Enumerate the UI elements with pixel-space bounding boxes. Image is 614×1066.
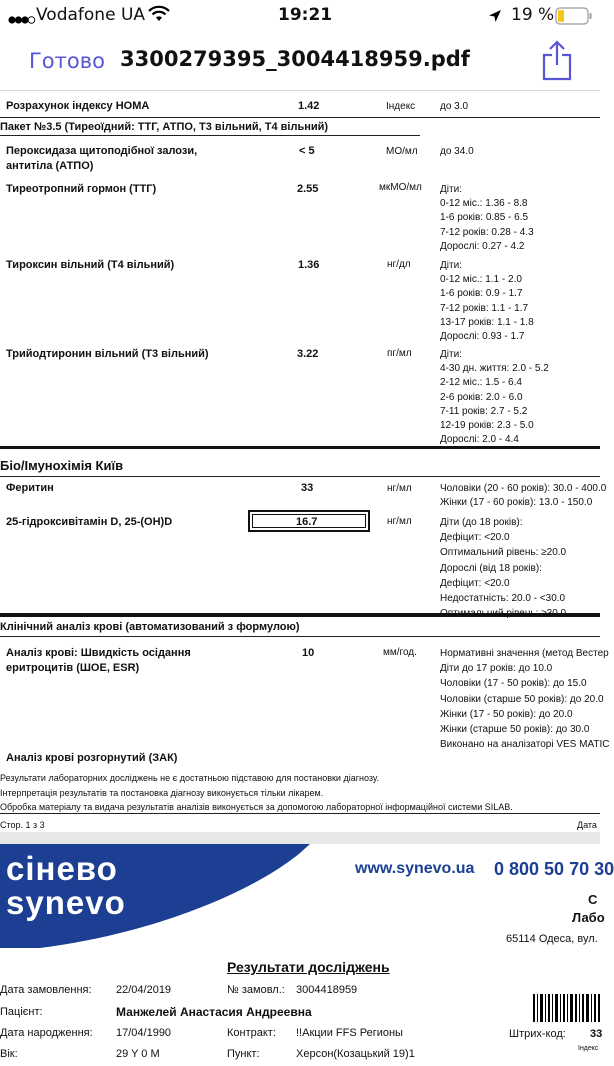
test-name-vitd: 25-гідроксивітамін D, 25-(OH)D bbox=[6, 516, 173, 528]
test-name-ferritin: Феритин bbox=[6, 482, 54, 494]
logo-text-latin: synevo bbox=[6, 884, 126, 921]
label-age: Вік: bbox=[0, 1048, 18, 1060]
value-age: 29 Y 0 M bbox=[116, 1048, 160, 1060]
done-button[interactable]: Готово bbox=[29, 49, 105, 73]
document-title: 3300279395_3004418959.pdf bbox=[120, 47, 470, 71]
test-ref-tsh: Діти: 0-12 міс.: 1.36 - 8.8 1-6 років: 0.85 - 6.5 7-12 років: 0.28 - 4.3 Дорослі: 0.27 - 4.2 bbox=[440, 184, 534, 252]
footer-date-label: Дата bbox=[577, 820, 597, 830]
test-value-ft3: 3.22 bbox=[297, 348, 319, 360]
footnote: Результати лабораторних досліджень не є достатньою підставою для постановки діагнозу. bbox=[0, 773, 379, 783]
website-link[interactable]: www.synevo.ua bbox=[355, 860, 475, 877]
value-patient: Манжелей Анастасия Андреевна bbox=[116, 1005, 312, 1019]
test-unit-atpo: МО/мл bbox=[386, 146, 418, 157]
label-index: Індекс bbox=[578, 1045, 599, 1052]
barcode-image bbox=[533, 994, 600, 1022]
section-title-cbc: Клінічний аналіз крові (автоматизований з формулою) bbox=[0, 621, 300, 633]
lab-name: Лабо bbox=[572, 910, 605, 925]
section-title-bio: Біо/Імунохімія Київ bbox=[0, 458, 124, 473]
divider bbox=[0, 135, 420, 136]
share-icon[interactable] bbox=[540, 39, 574, 86]
lab-address: 65114 Одеса, вул. bbox=[506, 933, 598, 945]
test-name-atpo-2: антитіла (АТПО) bbox=[6, 160, 94, 172]
test-ref-vitd: Діти (до 18 років): Дефіцит: <20.0 Оптимальний рівень: ≥20.0 Дорослі (від 18 років): Дефіцит: <20.0 Недостатність: 20.0 - <30.0 bbox=[440, 517, 567, 605]
section-divider bbox=[0, 613, 600, 617]
test-name-atpo: Пероксидаза щитоподібної залози, bbox=[6, 145, 198, 157]
test-unit-homa: Індекс bbox=[386, 101, 416, 112]
test-ref-ft4: Діти: 0-12 міс.: 1.1 - 2.0 1-6 років: 0.9 - 1.7 7-12 років: 1.1 - 1.7 13-17 років: 1.1 - 1.8 Дорослі: 0.93 - 1.7 bbox=[440, 260, 534, 343]
test-name-homa: Розрахунок індексу HOMA bbox=[6, 100, 150, 112]
value-point: Херсон(Козацький 19)1 bbox=[296, 1048, 415, 1060]
footnote: Обробка матеріалу та видача результатів аналізів виконується за допомогою лабораторної інформаційної системи SILAB. bbox=[0, 802, 513, 812]
value-contract: !!Акции FFS Регионы bbox=[296, 1027, 403, 1039]
label-contract: Контракт: bbox=[227, 1027, 276, 1039]
test-value-ft4: 1.36 bbox=[298, 259, 320, 271]
navigation-bar bbox=[0, 32, 600, 91]
carrier-name: Vodafone UA bbox=[36, 5, 146, 25]
value-order-date: 22/04/2019 bbox=[116, 984, 172, 996]
section-divider bbox=[0, 446, 600, 449]
label-barcode: Штрих-код: bbox=[509, 1028, 566, 1040]
status-bar bbox=[0, 0, 600, 32]
results-title: Результати досліджень bbox=[227, 959, 390, 975]
test-name-cbc: Аналіз крові розгорнутий (ЗАК) bbox=[6, 752, 178, 764]
label-order-date: Дата замовлення: bbox=[0, 984, 92, 996]
label-birth-date: Дата народження: bbox=[0, 1027, 93, 1039]
status-time: 19:21 bbox=[278, 5, 333, 25]
page-gap bbox=[0, 832, 600, 844]
divider bbox=[0, 813, 600, 814]
value-order-number: 3004418959 bbox=[296, 984, 358, 996]
signal-icon bbox=[8, 10, 38, 30]
test-unit-vitd: нг/мл bbox=[387, 516, 412, 527]
location-icon bbox=[488, 8, 502, 28]
lab-name-c: С bbox=[588, 892, 598, 907]
label-point: Пункт: bbox=[227, 1048, 260, 1060]
footnote: Інтерпретація результатів та постановка діагнозу виконується тільки лікарем. bbox=[0, 788, 324, 798]
test-name-esr-2: еритроцитів (ШОЕ, ESR) bbox=[6, 662, 140, 674]
divider bbox=[0, 476, 600, 477]
value-birth-date: 17/04/1990 bbox=[116, 1027, 172, 1039]
value-barcode: 33 bbox=[590, 1028, 603, 1040]
test-ref-ferritin: Чоловіки (20 - 60 років): 30.0 - 400.0 Жінки (17 - 60 років): 13.0 - 150.0 bbox=[440, 483, 607, 509]
test-value-homa: 1.42 bbox=[298, 100, 320, 112]
label-patient: Пацієнт: bbox=[0, 1006, 43, 1018]
test-value-tsh: 2.55 bbox=[297, 183, 319, 195]
test-value-vitd: 16.7 bbox=[296, 516, 318, 528]
test-name-ft3: Трийодтиронин вільний (Т3 вільний) bbox=[6, 348, 209, 360]
test-ref-atpo: до 34.0 bbox=[440, 146, 474, 157]
test-ref-homa: до 3.0 bbox=[440, 101, 469, 112]
test-name-tsh: Тиреотропний гормон (ТТГ) bbox=[6, 183, 157, 195]
test-name-ft4: Тироксин вільний (Т4 вільний) bbox=[6, 259, 175, 271]
test-unit-esr: мм/год. bbox=[383, 647, 417, 658]
test-ref-esr: Нормативні значення (метод Вестер Діти до 17 років: до 10.0 Чоловіки (17 - 50 років): до 15.0 Чоловіки (старше 50 років): до 20.0 Жінки (17 - 50 років): до 20.0 Жінки (старше 50 років): до 30.0 Виконано на аналізаторі VES MATIC bbox=[440, 648, 610, 751]
battery-icon bbox=[555, 7, 593, 30]
divider bbox=[0, 636, 600, 637]
divider bbox=[0, 117, 600, 118]
test-value-ferritin: 33 bbox=[301, 482, 314, 494]
package-title: Пакет №3.5 (Тиреоїдний: ТТГ, АТПО, Т3 вільний, Т4 вільний) bbox=[0, 121, 329, 133]
battery-percent: 19 % bbox=[511, 5, 555, 25]
test-unit-ft4: нг/дл bbox=[387, 259, 411, 270]
test-name-esr: Аналіз крові: Швидкість осідання bbox=[6, 647, 191, 659]
logo-text-cyrillic: сінево bbox=[6, 850, 118, 887]
test-value-esr: 10 bbox=[302, 647, 315, 659]
test-value-atpo: < 5 bbox=[299, 145, 315, 157]
test-unit-tsh: мкМО/мл bbox=[379, 182, 422, 193]
page-number: Стор. 1 з 3 bbox=[0, 820, 45, 830]
pdf-document-view[interactable] bbox=[0, 91, 614, 1066]
hotline-phone: 0 800 50 70 30 bbox=[494, 859, 614, 879]
test-ref-ft3: Діти: 4-30 дн. життя: 2.0 - 5.2 2-12 міс.: 1.5 - 6.4 2-6 років: 2.0 - 6.0 7-11 років: 2.7 - 5.2 12-19 років: 2.3 - 5.0 Дорослі: 2.0 - 4.4 bbox=[440, 349, 549, 446]
label-order-number: № замовл.: bbox=[227, 984, 285, 996]
test-unit-ft3: пг/мл bbox=[387, 348, 412, 359]
page-2-header bbox=[0, 844, 614, 1066]
wifi-icon bbox=[148, 6, 170, 28]
test-unit-ferritin: нг/мл bbox=[387, 483, 412, 494]
